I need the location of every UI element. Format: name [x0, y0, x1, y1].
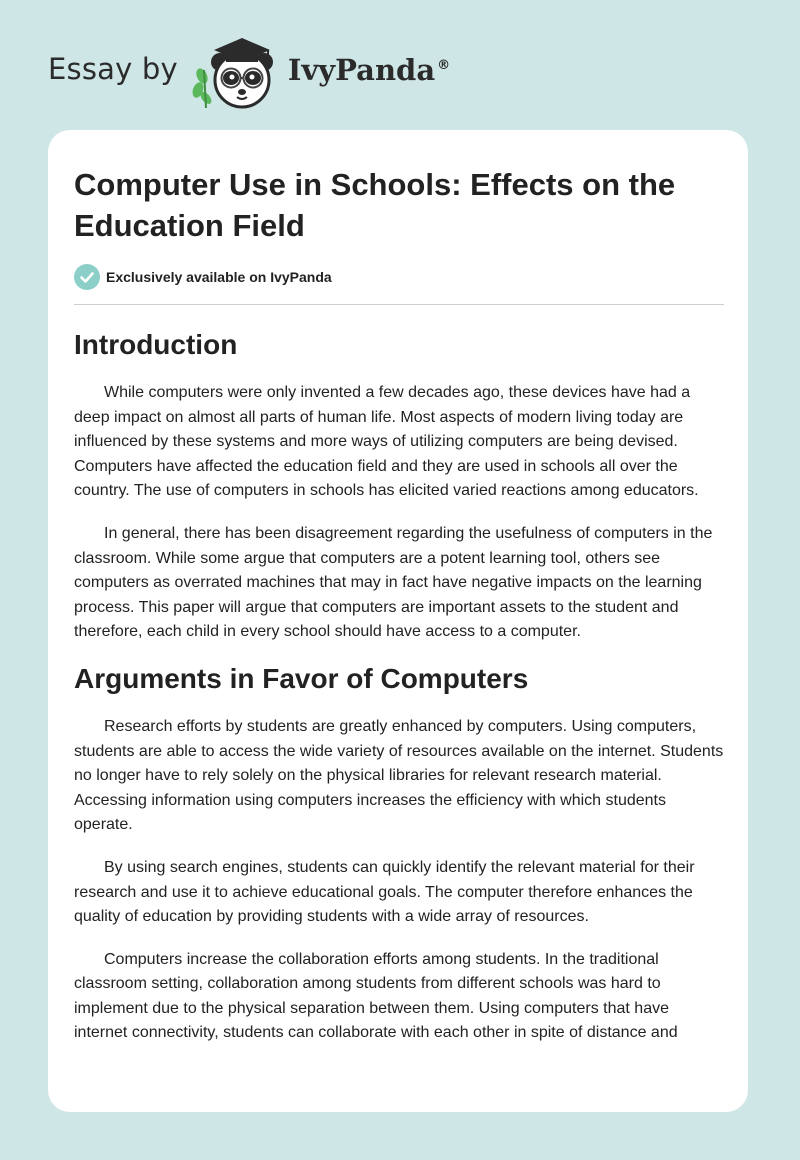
- brand-name-text: IvyPanda: [287, 53, 436, 87]
- brand-prefix: Essay by: [48, 52, 178, 86]
- essay-content: [74, 164, 724, 1046]
- section-heading-introduction: Introduction: [74, 329, 238, 360]
- site-header: [48, 32, 450, 112]
- brand-name: [288, 53, 450, 87]
- essay-title: Computer Use in Schools: Effects on the Education Field: [74, 167, 676, 243]
- paragraph: By using search engines, students can quickly identify the relevant material for their research and use it to achieve educational goals. The computer therefore enhances the quality of education by providing students with a wide array of resources.: [74, 858, 695, 926]
- exclusive-badge: [74, 264, 724, 290]
- section-heading-arguments: Arguments in Favor of Computers: [74, 662, 529, 694]
- paragraph: In general, there has been disagreement regarding the usefulness of computers in the classroom. While some argue that computers are a potent learning tool, others see computers as overrated machines that may in fact have negative impacts on the learning process. This paper will argue that computers are important assets to the student and therefore, each child in every school should have access to a computer.: [74, 524, 713, 641]
- essay-card: [48, 130, 748, 1112]
- panda-graduate-icon: [192, 32, 284, 112]
- check-circle-icon: [74, 264, 100, 290]
- title-divider: [74, 304, 724, 305]
- exclusive-label: Exclusively available on IvyPanda: [106, 269, 332, 285]
- paragraph: While computers were only invented a few decades ago, these devices have had a deep impact on almost all parts of human life. Most aspects of modern living today are influenced by these systems and more ways of utilizing computers are being devised. Computers have affected the education field and they are used in schools all over the country. The use of computers in schools has elicited varied reactions among educators.: [74, 384, 699, 500]
- paragraph: Computers increase the collaboration efforts among students. In the traditional classroom setting, collaboration among students from different schools was hard to implement due to the physical separation between them. Using computers that have internet connectivity, students can collaborate with each other in spite of distance and: [74, 950, 678, 1042]
- paragraph: Research efforts by students are greatly enhanced by computers. Using computers, students are able to access the wide variety of resources available on the internet. Students no longer have to rely solely on the physical libraries for relevant research material. Accessing information using computers increases the efficiency with which students operate.: [74, 717, 724, 834]
- registered-mark: ®: [437, 58, 451, 74]
